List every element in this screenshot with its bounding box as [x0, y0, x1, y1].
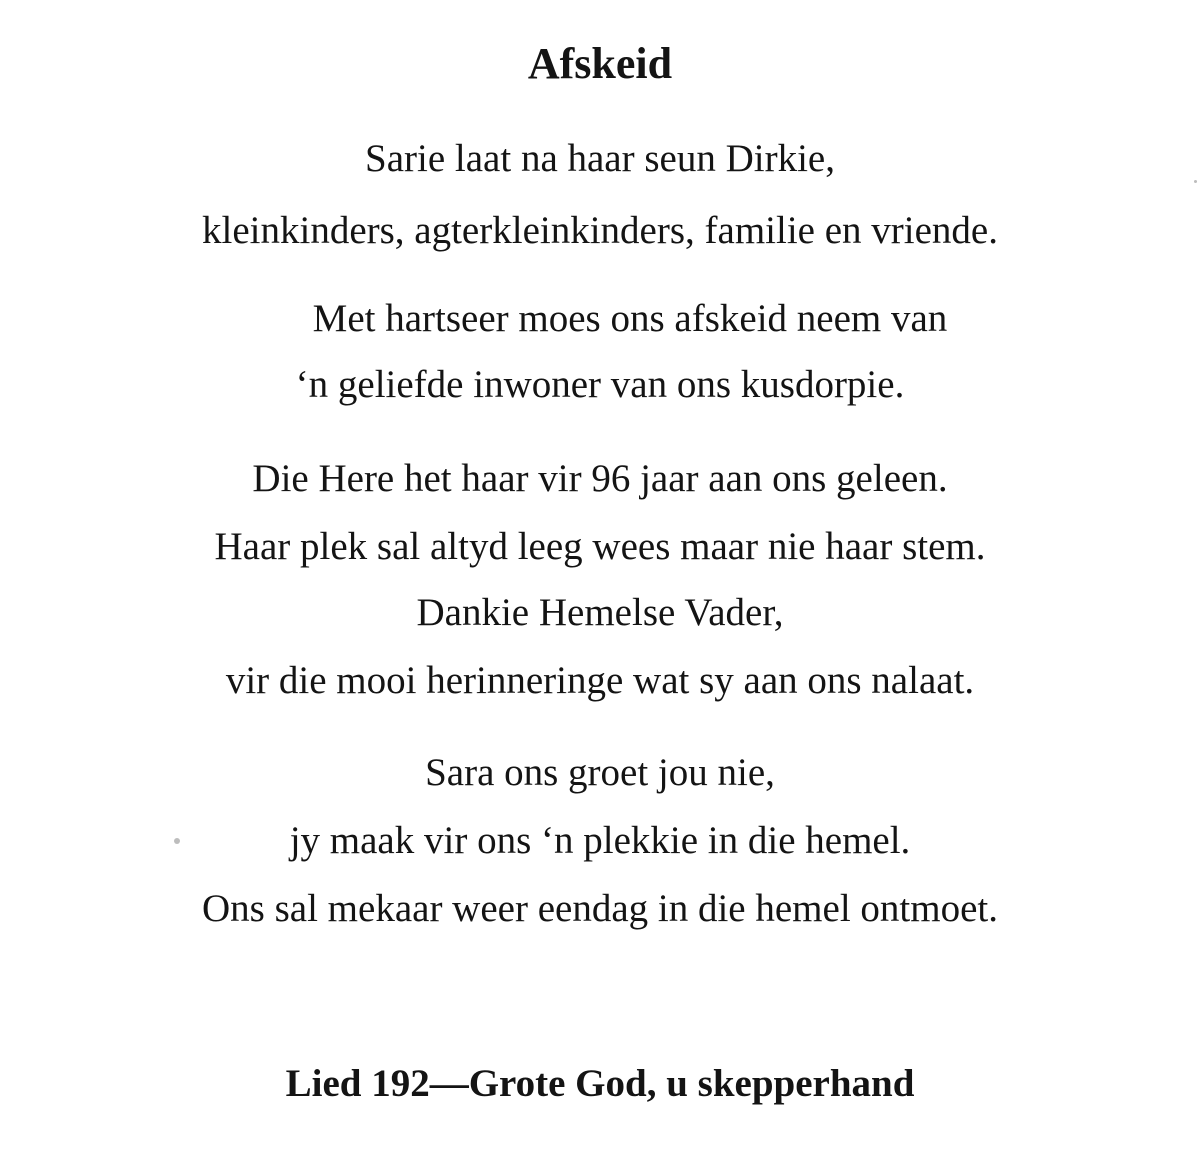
stanza-1-line-1: Sarie laat na haar seun Dirkie,	[365, 137, 835, 180]
scan-speck	[174, 838, 180, 844]
stanza-2-line-1: Met hartseer moes ons afskeid neem van	[312, 297, 948, 340]
stanza-4-line-3: Ons sal mekaar weer eendag in die hemel ontmoet.	[202, 887, 998, 930]
stanza-1-line-2: kleinkinders, agterkleinkinders, familie en vriende.	[202, 209, 998, 252]
stanza-4-line-1: Sara ons groet jou nie,	[425, 751, 775, 794]
scan-speck	[1194, 180, 1197, 183]
stanza-2-line-2: ‘n geliefde inwoner van ons kusdorpie.	[295, 363, 905, 406]
hymn-reference: Lied 192—Grote God, u skepperhand	[285, 1062, 915, 1105]
stanza-4-line-2: jy maak vir ons ‘n plekkie in die hemel.	[289, 819, 911, 862]
stanza-3-line-4: vir die mooi herinneringe wat sy aan ons nalaat.	[225, 659, 975, 702]
stanza-3-line-2: Haar plek sal altyd leeg wees maar nie haar stem.	[214, 525, 986, 568]
stanza-3-line-1: Die Here het haar vir 96 jaar aan ons geleen.	[252, 457, 948, 500]
stanza-3-line-3: Dankie Hemelse Vader,	[416, 591, 784, 634]
page-title: Afskeid	[527, 39, 673, 88]
